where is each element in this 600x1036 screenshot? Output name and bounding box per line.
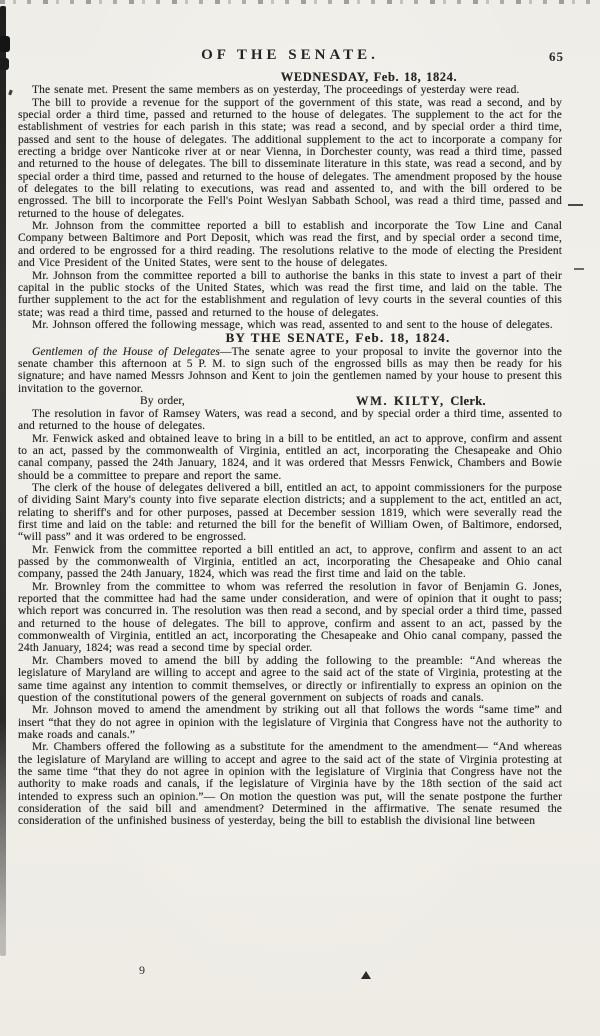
signature-mark: 9	[139, 963, 145, 977]
message-heading: BY THE SENATE, Feb. 18, 1824.	[225, 330, 451, 346]
scan-margin-dash-artifact	[568, 204, 583, 206]
clerk-name: WM. KILTY,	[356, 393, 445, 408]
by-order-label: By order,	[140, 394, 185, 407]
scan-margin-dash-artifact	[574, 268, 584, 270]
date-heading: WEDNESDAY, Feb. 18, 1824.	[280, 70, 458, 84]
paragraph: The resolution in favor of Ramsey Waters, was read a second, and by special order a third time, assented to and returned to the house of delegates.	[18, 407, 562, 433]
message-body: —The senate agree to your proposal to invite the governor into the senate chamber this afternoon at 5 P. M. to sign such of the engrossed bills as may then be ready for his signature; and have named Messrs Johnson and Kent to join the gentlemen named by your house to present this invitation to the governor.	[18, 345, 562, 395]
paragraph: Mr. Johnson offered the following message, which was read, assented to and sent to the house of delegates.	[32, 318, 553, 331]
running-header-title: OF THE SENATE.	[201, 47, 379, 63]
clerk-signature	[356, 395, 486, 407]
paragraph: Mr. Johnson moved to amend the amendment by striking out all that follows the words “same time” and insert “that they do not agree in opinion with the legislature of Virginia that Congress have not the authority to make roads and canals.”	[18, 704, 562, 741]
paragraph: Mr. Chambers moved to amend the bill by adding the following to the preamble: “And whereas the legislature of Maryland are willing to accept and agree to the said act of the state of Virginia, protesting at the same time against any intention to commit themselves, or directly or infirentially to express an opinion on the question of the constitutional powers of the general government on subjects of roads and canals.	[18, 654, 562, 704]
scan-triangle-artifact	[361, 971, 371, 979]
paragraph: The bill to provide a revenue for the support of the government of this state, was read a second, and by special order a third time, passed and returned to the house of delegates. The supplement to the act for the establishment of vestries for each parish in this state; was read a second, and by special order a third time, passed and sent to the house of delegates. The additional supplement to the act to incorporate a company for erecting a bridge over Nanticoke river at or near Vienna, in Dorchester county, was read a third time, passed and returned to the house of delegates. The bill to disseminate literature in this state, was read a second, and by special order a third time, passed and returned to the house of delegates. The amendment proposed by the house of delegates to the bill relating to executions, was read and assented to, and with the bill ordered to be engrossed. The bill to incorporate the Fell's Point Weslyan Sabbath School, was read a third time, passed and returned to the house of delegates.	[18, 96, 562, 220]
page-number: 65	[549, 49, 564, 64]
page-body	[18, 71, 562, 828]
paragraph: Mr. Johnson from the committee reported a bill to authorise the banks in this state to invest a part of their capital in the public stocks of the United States, which was read the first time, and laid on the table. The further supplement to the act for the establishment and regulation of levy courts in the several counties of this state; was read a third time, passed and returned to the house of delegates.	[18, 269, 562, 319]
message-paragraph	[18, 346, 562, 395]
paragraph: Mr. Fenwick asked and obtained leave to bring in a bill to be entitled, an act to approve, confirm and assent to an act, passed by the commonwealth of Virginia, entitled an act, incorporating the Chesapeake and Ohio canal company, passed the 24th January, 1824, and it was ordered that Messrs Fenwick, Chambers and Bowie should be a committee to prepare and report the same.	[18, 432, 562, 482]
scan-tick-artifact	[8, 90, 13, 96]
scan-top-edge-artifact	[0, 0, 600, 4]
paragraph: The clerk of the house of delegates delivered a bill, entitled an act, to appoint commissioners for the purpose of dividing Saint Mary's county into five separate election districts; and a supplement to the act, entitled an act, relating to sheriff's and for other purposes, passed at December session 1819, which were severally read the first time and laid on the table: and returned the bill for the benefit of William Owen, of Baltimore, endorsed, “will pass” and it was ordered to be engrossed.	[18, 482, 562, 544]
by-order-line	[18, 395, 562, 408]
paragraph: Mr. Brownley from the committee to whom was referred the resolution in favor of Benjamin G. Jones, reported that the committee had had the same under consideration, and were of opinion that it ought to pass; which report was concurred in. The resolution was then read a second, and by special order a third time, passed and returned to the house of delegates. The bill to approve, confirm and assent to an act, passed by the commonwealth of Virginia, entitled an act, incorporating the Chesapeake and Ohio canal company, passed the 24th January, 1824; was read a second time by special order.	[18, 580, 562, 655]
clerk-title: Clerk.	[450, 393, 486, 408]
message-salutation: Gentlemen of the House of Delegates	[32, 345, 220, 358]
paragraph: Mr. Chambers offered the following as a substitute for the amendment to the amendment— “And whereas the legislature of Maryland are willing to accept and agree to the said act of the state of Virginia protesting at the same time “that they do not agree in opinion with the legislature of Virginia that Congress have not the authority to make roads and canals, if the legislature of Virginia have by the 18th section of the said act intended to express such an opinion.”— On motion the question was put, will the senate postpone the further consideration of the said bill and amendment? Determined in the affirmative. The senate resumed the consideration of the unfinished business of yesterday, being the bill to establish the divisional line between	[18, 741, 562, 828]
scan-left-gutter-artifact	[0, 6, 6, 956]
paragraph: Mr. Fenwick from the committee reported a bill entitled an act, to approve, confirm and assent to an act passed by the commonwealth of Virginia, entitled an act, incorporating the Chesapeake and Ohio canal company, passed the 24th January, 1824, which was read the first time and laid on the table.	[18, 543, 562, 581]
paragraph: Mr. Johnson from the committee reported a bill to establish and incorporate the Tow Line and Canal Company between Baltimore and Port Deposit, which was read the first, and by special order a second time, and ordered to be engrossed for a third reading. The resolutions relative to the mode of electing the President and Vice President of the United States, were sent to the house of delegates.	[18, 220, 562, 270]
paragraph: The senate met. Present the same members as on yesterday, The proceedings of yesterday were read.	[32, 84, 520, 97]
